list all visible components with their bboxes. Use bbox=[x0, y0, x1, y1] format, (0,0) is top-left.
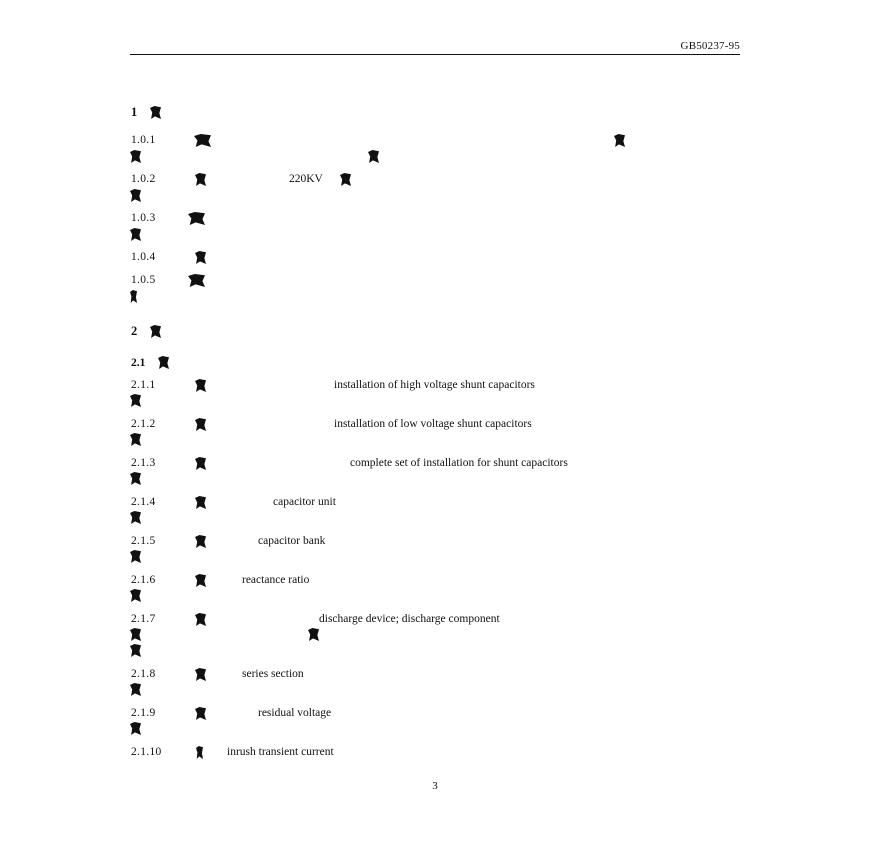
chapter-1-number: 1 bbox=[131, 105, 138, 119]
clause-2-1-4-number: 2.1.4 bbox=[131, 496, 156, 508]
clause-1-0-5-glyph-line2 bbox=[130, 290, 137, 303]
clause-1-0-1-number: 1.0.1 bbox=[131, 134, 156, 146]
clause-2-1-1-number: 2.1.1 bbox=[131, 379, 156, 391]
clause-1-0-2-glyph bbox=[195, 173, 206, 186]
clause-2-1-1-glyph bbox=[195, 379, 206, 392]
clause-2-1-7-english-term: discharge device; discharge component bbox=[319, 613, 500, 625]
clause-2-1-8-english-term: series section bbox=[242, 668, 304, 680]
clause-2-1-8-glyph bbox=[195, 668, 206, 681]
clause-1-0-2-voltage: 220KV bbox=[289, 173, 323, 185]
chapter-2-number: 2 bbox=[131, 324, 138, 338]
clause-1-0-4-glyph bbox=[195, 251, 206, 264]
clause-1-0-5-number: 1.0.5 bbox=[131, 274, 156, 286]
clause-1-0-2-number: 1.0.2 bbox=[131, 173, 156, 185]
clause-2-1-7-glyph-line3 bbox=[130, 644, 141, 657]
clause-2-1-7-glyph-line2b bbox=[308, 628, 319, 641]
clause-1-0-4-number: 1.0.4 bbox=[131, 251, 156, 263]
clause-2-1-4-glyph bbox=[195, 496, 206, 509]
page-number: 3 bbox=[432, 780, 438, 792]
clause-2-1-3-number: 2.1.3 bbox=[131, 457, 156, 469]
clause-1-0-1-glyph bbox=[194, 134, 211, 147]
clause-2-1-10-glyph bbox=[196, 746, 203, 759]
clause-2-1-6-glyph-line2 bbox=[130, 589, 141, 602]
standard-code: GB50237-95 bbox=[680, 40, 740, 52]
section-2-1-number: 2.1 bbox=[131, 357, 146, 369]
clause-2-1-7-number: 2.1.7 bbox=[131, 613, 156, 625]
clause-2-1-4-glyph-line2 bbox=[130, 511, 141, 524]
clause-2-1-8-number: 2.1.8 bbox=[131, 668, 156, 680]
clause-1-0-5-glyph bbox=[188, 274, 205, 287]
clause-1-0-1-glyph-end bbox=[614, 134, 625, 147]
clause-2-1-2-number: 2.1.2 bbox=[131, 418, 156, 430]
clause-2-1-2-glyph-line2 bbox=[130, 433, 141, 446]
clause-1-0-3-glyph bbox=[188, 212, 205, 225]
clause-1-0-3-number: 1.0.3 bbox=[131, 212, 156, 224]
clause-2-1-5-number: 2.1.5 bbox=[131, 535, 156, 547]
clause-2-1-5-glyph bbox=[195, 535, 206, 548]
clause-2-1-9-glyph-line2 bbox=[130, 722, 141, 735]
clause-2-1-6-glyph bbox=[195, 574, 206, 587]
chapter-2-title-glyph bbox=[150, 325, 161, 338]
clause-2-1-2-english-term: installation of low voltage shunt capacitors bbox=[334, 418, 532, 430]
clause-1-0-2-glyph-line2 bbox=[130, 189, 141, 202]
clause-2-1-7-glyph-line2 bbox=[130, 628, 141, 641]
clause-2-1-3-glyph-line2 bbox=[130, 472, 141, 485]
clause-2-1-4-english-term: capacitor unit bbox=[273, 496, 336, 508]
clause-2-1-6-number: 2.1.6 bbox=[131, 574, 156, 586]
clause-2-1-10-english-term: inrush transient current bbox=[227, 746, 334, 758]
clause-1-0-2-glyph-b bbox=[340, 173, 351, 186]
section-2-1-title-glyph bbox=[158, 356, 169, 369]
clause-2-1-9-english-term: residual voltage bbox=[258, 707, 332, 719]
clause-2-1-3-english-term: complete set of installation for shunt capacitors bbox=[350, 457, 568, 469]
header-rule bbox=[130, 54, 740, 55]
clause-2-1-7-glyph bbox=[195, 613, 206, 626]
clause-2-1-6-english-term: reactance ratio bbox=[242, 574, 310, 586]
clause-1-0-1-glyph-line2b bbox=[368, 150, 379, 163]
clause-2-1-5-english-term: capacitor bank bbox=[258, 535, 326, 547]
clause-2-1-9-glyph bbox=[195, 707, 206, 720]
chapter-1-title-glyph bbox=[150, 106, 161, 119]
clause-2-1-3-glyph bbox=[195, 457, 206, 470]
clause-2-1-1-english-term: installation of high voltage shunt capacitors bbox=[334, 379, 535, 391]
clause-2-1-5-glyph-line2 bbox=[130, 550, 141, 563]
clause-2-1-1-glyph-line2 bbox=[130, 394, 141, 407]
clause-1-0-1-glyph-line2 bbox=[130, 150, 141, 163]
clause-1-0-3-glyph-line2 bbox=[130, 228, 141, 241]
clause-2-1-8-glyph-line2 bbox=[130, 683, 141, 696]
clause-2-1-2-glyph bbox=[195, 418, 206, 431]
clause-2-1-10-number: 2.1.10 bbox=[131, 746, 162, 758]
clause-2-1-9-number: 2.1.9 bbox=[131, 707, 156, 719]
